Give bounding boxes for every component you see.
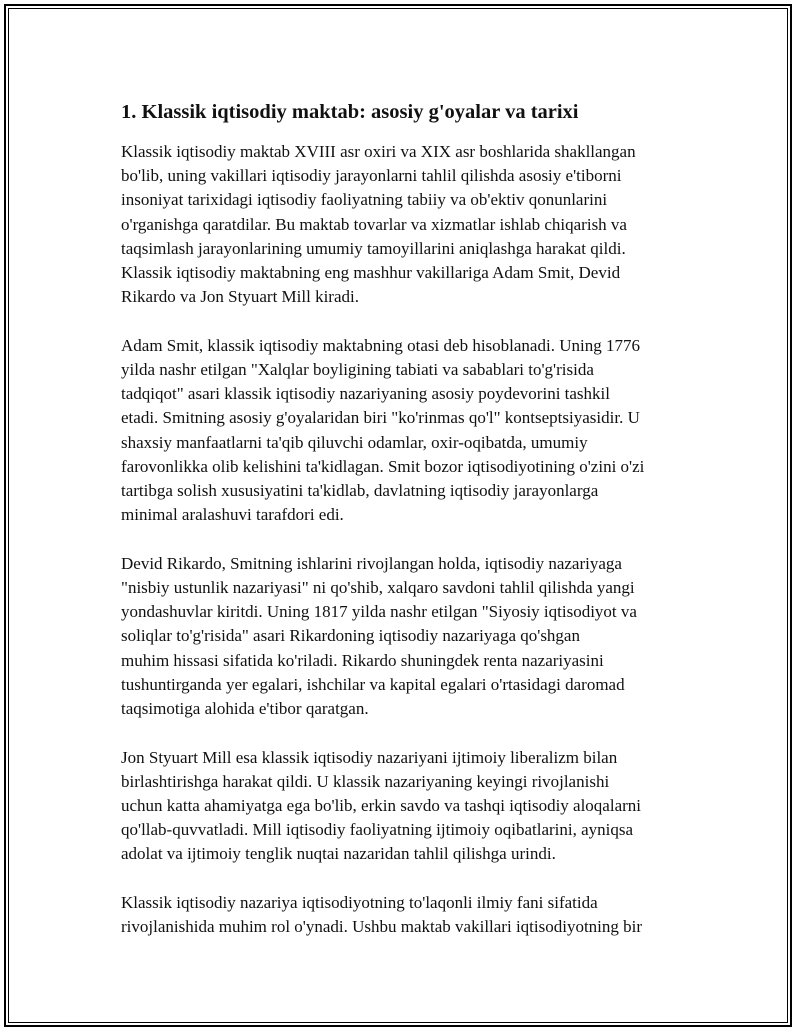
text-line: insoniyat tarixidagi iqtisodiy faoliyatning tabiiy va ob'ektiv qonunlarini: [121, 190, 608, 210]
text-line: shaxsiy manfaatlarni ta'qib qiluvchi odamlar, oxir-oqibatda, umumiy: [121, 432, 588, 452]
paragraph-conclusion: [121, 891, 701, 939]
paragraph-jon-styuart-mill: [121, 746, 701, 867]
text-line: tushuntirganda yer egalari, ishchilar va kapital egalari o'rtasidagi daromad: [121, 674, 625, 694]
text-line: bo'lib, uning vakillari iqtisodiy jarayonlarni tahlil qilishda asosiy e'tiborni: [121, 166, 622, 186]
text-line: Jon Styuart Mill esa klassik iqtisodiy nazariyani ijtimoiy liberalizm bilan: [121, 747, 618, 767]
paragraph-adam-smit: [121, 334, 701, 528]
text-line: birlashtirishga harakat qildi. U klassik nazariyaning keyingi rivojlanishi: [121, 771, 610, 791]
text-line: Rikardo va Jon Styuart Mill kiradi.: [121, 287, 359, 307]
text-line: taqsimotiga alohida e'tibor qaratgan.: [121, 699, 369, 719]
text-line: tartibga solish xususiyatini ta'kidlab, davlatning iqtisodiy jarayonlarga: [121, 481, 599, 501]
text-line: uchun katta ahamiyatga ega bo'lib, erkin savdo va tashqi iqtisodiy aloqalarni: [121, 796, 642, 816]
text-line: minimal aralashuvi tarafdori edi.: [121, 505, 344, 525]
document-body: [121, 99, 701, 964]
text-line: muhim hissasi sifatida ko'riladi. Rikardo shuningdek renta nazariyasini: [121, 650, 604, 670]
text-line: Adam Smit, klassik iqtisodiy maktabning otasi deb hisoblanadi. Uning 1776: [121, 335, 640, 355]
text-line: Klassik iqtisodiy maktab XVIII asr oxiri va XIX asr boshlarida shakllangan: [121, 142, 636, 161]
text-line: qo'llab-quvvatladi. Mill iqtisodiy faoliyatning ijtimoiy oqibatlarini, ayniqsa: [121, 820, 634, 840]
text-line: adolat va ijtimoiy tenglik nuqtai nazaridan tahlil qilishga urindi.: [121, 844, 556, 864]
text-line: Devid Rikardo, Smitning ishlarini rivojlangan holda, iqtisodiy nazariyaga: [121, 553, 622, 573]
text-line: "nisbiy ustunlik nazariyasi" ni qo'shib, xalqaro savdoni tahlil qilishda yangi: [121, 578, 635, 598]
text-line: Klassik iqtisodiy nazariya iqtisodiyotning to'laqonli ilmiy fani sifatida: [121, 893, 598, 913]
text-line: etadi. Smitning asosiy g'oyalaridan biri "ko'rinmas qo'l" kontseptsiyasidir. U: [121, 408, 640, 428]
text-line: o'rganishga qaratdilar. Bu maktab tovarlar va xizmatlar ishlab chiqarish va: [121, 214, 627, 234]
text-line: soliqlar to'g'risida" asari Rikardoning iqtisodiy nazariyaga qo'shgan: [121, 626, 580, 646]
text-line: Klassik iqtisodiy maktabning eng mashhur vakillariga Adam Smit, Devid: [121, 263, 621, 283]
text-line: yondashuvlar kiritdi. Uning 1817 yilda nashr etilgan "Siyosiy iqtisodiyot va: [121, 602, 637, 622]
page-frame: [4, 4, 792, 1027]
paragraph-devid-rikardo: [121, 552, 701, 721]
text-line: yilda nashr etilgan "Xalqlar boyligining tabiati va sabablari to'g'risida: [121, 360, 594, 380]
text-line: rivojlanishida muhim rol o'ynadi. Ushbu maktab vakillari iqtisodiyotning bir: [121, 917, 643, 937]
text-line: taqsimlash jarayonlarining umumiy tamoyillarini aniqlashga harakat qildi.: [121, 238, 626, 258]
paragraph-intro: [121, 140, 701, 309]
section-heading: 1. Klassik iqtisodiy maktab: asosiy g'oyalar va tarixi: [121, 101, 579, 123]
text-line: tadqiqot" asari klassik iqtisodiy nazariyaning asosiy poydevorini tashkil: [121, 384, 610, 404]
text-line: farovonlikka olib kelishini ta'kidlagan. Smit bozor iqtisodiyotining o'zini o'zi: [121, 456, 645, 476]
